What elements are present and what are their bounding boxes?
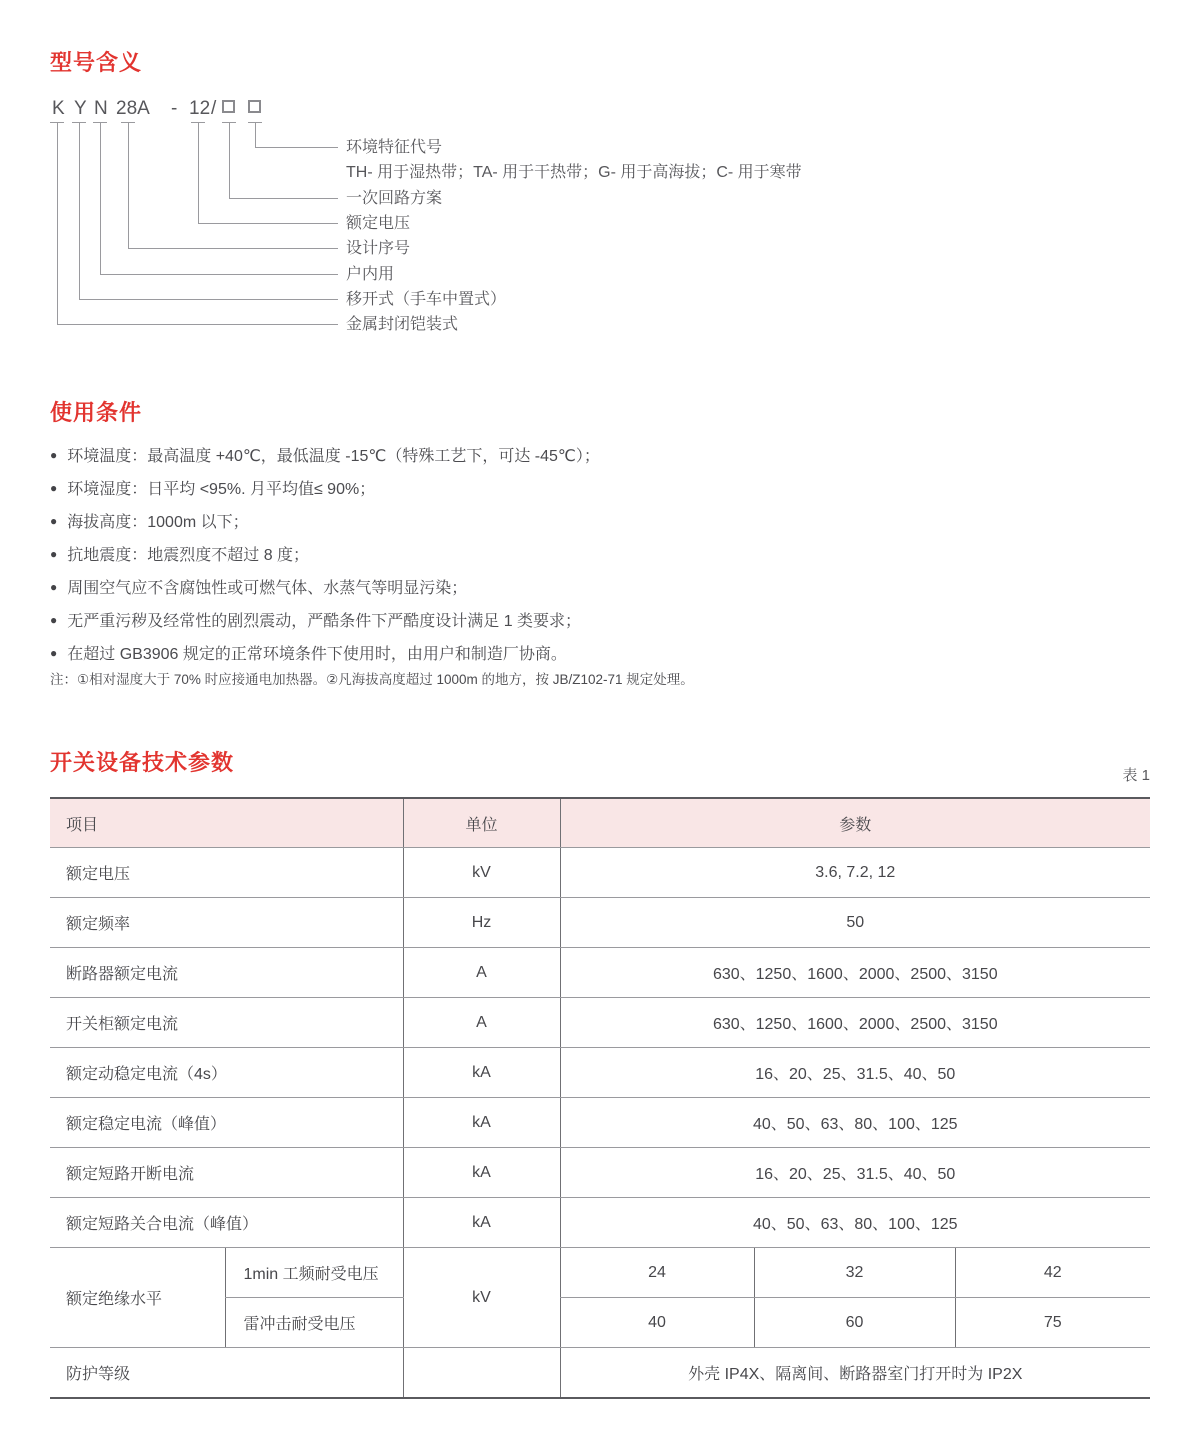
sub-param-name-cell: 1min 工频耐受电压: [225, 1248, 403, 1298]
usage-condition-text: 环境温度：最高温度 +40℃，最低温度 -15℃（特殊工艺下，可达 -45℃）；: [67, 448, 600, 465]
usage-condition-item: [50, 504, 600, 537]
table-row: [50, 1098, 1150, 1148]
value-cell: 40、50、63、80、100、125: [560, 1198, 1150, 1248]
param-name-cell: 额定频率: [50, 898, 403, 948]
sub-param-name-cell: 雷冲击耐受电压: [225, 1298, 403, 1348]
model-code-callout-label: 环境特征代号: [346, 139, 443, 156]
param-name-cell: 额定动稳定电流（4s）: [50, 1048, 403, 1098]
model-code-part: 12: [189, 98, 211, 119]
value-cell: 40、50、63、80、100、125: [560, 1098, 1150, 1148]
usage-condition-text: 无严重污秽及经常性的剧烈震动，严酷条件下严酷度设计满足 1 类要求；: [67, 613, 582, 630]
param-name-cell: 额定电压: [50, 848, 403, 898]
model-code-part: N: [94, 98, 108, 119]
usage-condition-item: [50, 636, 600, 669]
unit-cell: kV: [403, 1248, 560, 1348]
tech-params-table: [50, 797, 1150, 1399]
usage-condition-text: 周围空气应不含腐蚀性或可燃气体、水蒸气等明显污染；: [67, 580, 468, 597]
model-code-part: -: [171, 98, 178, 119]
bullet-icon: ●: [50, 447, 58, 462]
usage-condition-text: 抗地震度：地震烈度不超过 8 度；: [67, 547, 310, 564]
value-cell: 60: [754, 1298, 955, 1348]
value-cell: 50: [560, 898, 1150, 948]
value-cell: 外壳 IP4X、隔离间、断路器室门打开时为 IP2X: [560, 1348, 1150, 1399]
model-code-callout-label: 额定电压: [346, 215, 411, 232]
param-name-cell: 防护等级: [50, 1348, 403, 1399]
usage-condition-text: 环境湿度：日平均 <95%. 月平均值≤ 90%；: [67, 481, 376, 498]
usage-conditions-note: 注：①相对湿度大于 70% 时应接通电加热器。②凡海拔高度超过 1000m 的地方，按 JB/Z102-71 规定处理。: [50, 672, 694, 687]
bullet-icon: ●: [50, 513, 58, 528]
usage-condition-item: [50, 438, 600, 471]
param-name-cell: 额定稳定电流（峰值）: [50, 1098, 403, 1148]
table-row-insulation-1: [50, 1248, 1150, 1298]
value-cell: 3.6, 7.2, 12: [560, 848, 1150, 898]
model-code-placeholder-box: [222, 100, 235, 113]
table-number-label: 表 1: [1122, 767, 1150, 784]
usage-condition-item: [50, 537, 600, 570]
usage-condition-item: [50, 471, 600, 504]
value-cell: 75: [955, 1298, 1150, 1348]
model-code-placeholder-box: [248, 100, 261, 113]
usage-condition-item: [50, 570, 600, 603]
table-row: [50, 1198, 1150, 1248]
usage-conditions-list: [50, 438, 600, 669]
usage-condition-text: 在超过 GB3906 规定的正常环境条件下使用时，由用户和制造厂协商。: [67, 646, 567, 663]
value-cell: 630、1250、1600、2000、2500、3150: [560, 998, 1150, 1048]
unit-cell: [403, 1348, 560, 1399]
col-header-value: 参数: [560, 798, 1150, 848]
param-name-cell: 额定短路开断电流: [50, 1148, 403, 1198]
table-row: [50, 898, 1150, 948]
unit-cell: kA: [403, 1098, 560, 1148]
bullet-icon: ●: [50, 480, 58, 495]
table-header-row: [50, 798, 1150, 848]
connector-line: [57, 122, 338, 325]
value-cell: 24: [560, 1248, 754, 1298]
unit-cell: kA: [403, 1048, 560, 1098]
model-code-callout-label: 金属封闭铠装式: [346, 316, 459, 333]
usage-condition-item: [50, 603, 600, 636]
col-header-unit: 单位: [403, 798, 560, 848]
model-code-part: Y: [74, 98, 87, 119]
value-cell: 16、20、25、31.5、40、50: [560, 1148, 1150, 1198]
model-code-callout-label: 移开式（手车中置式）: [346, 291, 507, 308]
usage-condition-text: 海拔高度：1000m 以下；: [67, 514, 249, 531]
table-row: [50, 848, 1150, 898]
model-code-part: K: [52, 98, 65, 119]
unit-cell: A: [403, 948, 560, 998]
model-code-part: 28A: [116, 98, 150, 119]
unit-cell: kA: [403, 1198, 560, 1248]
model-code-part: /: [211, 98, 217, 119]
table-row: [50, 1148, 1150, 1198]
model-code-callout-label: 户内用: [346, 266, 395, 283]
model-code-callout-label: 设计序号: [346, 240, 411, 257]
param-name-cell: 额定短路关合电流（峰值）: [50, 1198, 403, 1248]
param-name-cell: 额定绝缘水平: [50, 1248, 225, 1348]
bullet-icon: ●: [50, 645, 58, 660]
table-row-protection: [50, 1348, 1150, 1399]
model-meaning-heading: 型号含义: [50, 50, 143, 75]
table-row: [50, 948, 1150, 998]
usage-conditions-heading: 使用条件: [50, 400, 143, 425]
bullet-icon: ●: [50, 612, 58, 627]
value-cell: 42: [955, 1248, 1150, 1298]
unit-cell: kA: [403, 1148, 560, 1198]
model-code-callout-label: 一次回路方案: [346, 190, 443, 207]
unit-cell: kV: [403, 848, 560, 898]
unit-cell: A: [403, 998, 560, 1048]
value-cell: 16、20、25、31.5、40、50: [560, 1048, 1150, 1098]
param-name-cell: 开关柜额定电流: [50, 998, 403, 1048]
unit-cell: Hz: [403, 898, 560, 948]
tech-params-heading: 开关设备技术参数: [50, 750, 235, 775]
bullet-icon: ●: [50, 579, 58, 594]
bullet-icon: ●: [50, 546, 58, 561]
model-code-callout-label: TH- 用于湿热带；TA- 用于干热带；G- 用于高海拔；C- 用于寒带: [346, 164, 802, 181]
col-header-item: 项目: [50, 798, 403, 848]
param-name-cell: 断路器额定电流: [50, 948, 403, 998]
value-cell: 630、1250、1600、2000、2500、3150: [560, 948, 1150, 998]
table-row: [50, 1048, 1150, 1098]
value-cell: 40: [560, 1298, 754, 1348]
value-cell: 32: [754, 1248, 955, 1298]
table-row: [50, 998, 1150, 1048]
